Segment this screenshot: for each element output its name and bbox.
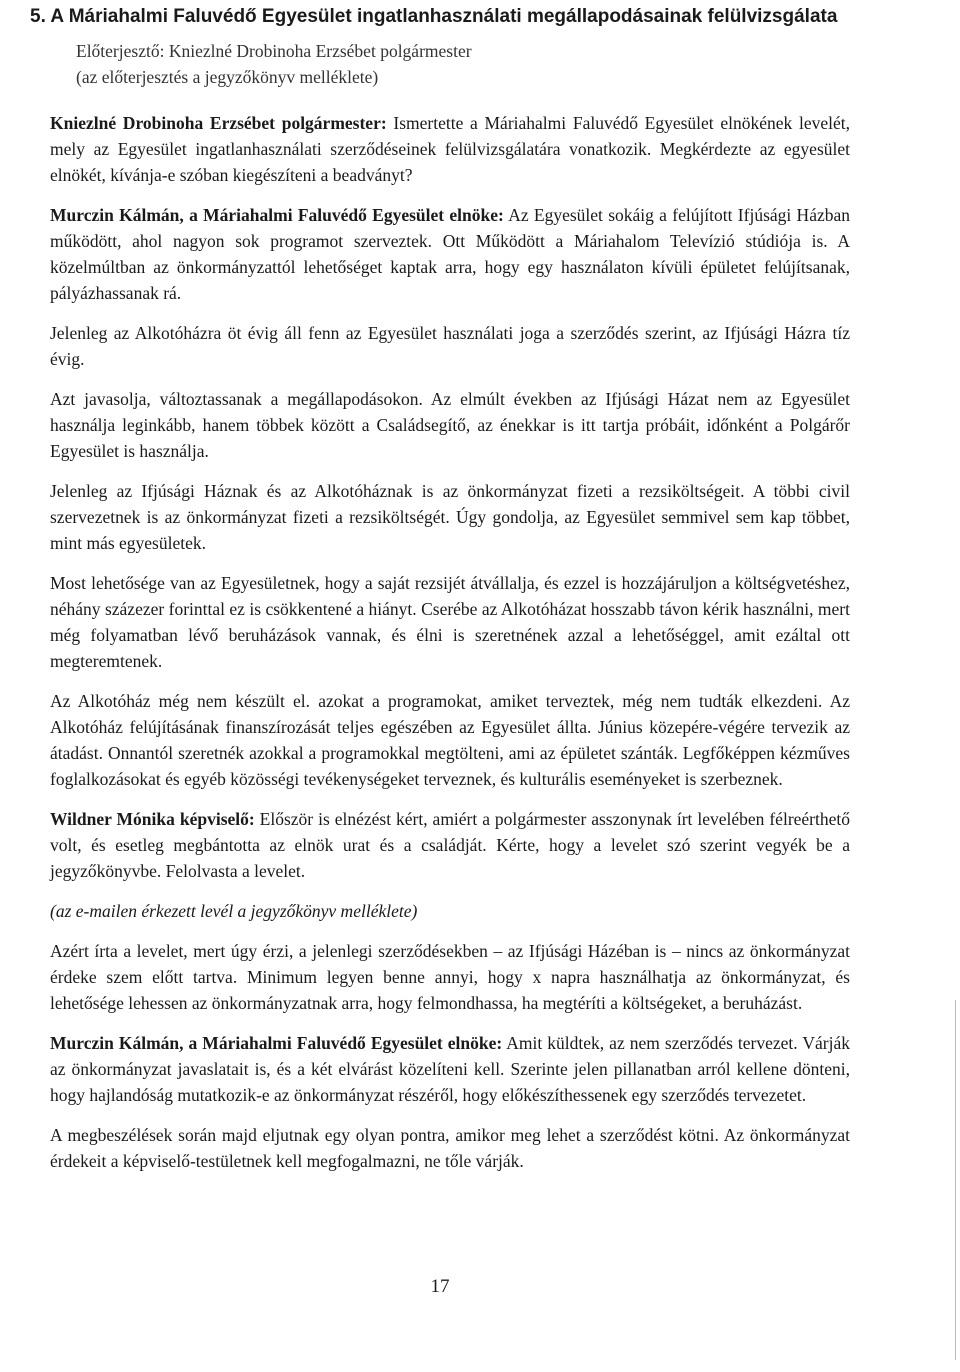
- speaker-name: Murczin Kálmán, a Máriahalmi Faluvédő Egyesület elnöke:: [50, 205, 504, 225]
- paragraph: [50, 570, 850, 674]
- paragraph: [50, 386, 850, 464]
- speaker-name: Murczin Kálmán, a Máriahalmi Faluvédő Egyesület elnöke:: [50, 1033, 503, 1053]
- paragraph: [50, 1030, 850, 1108]
- presenter-line: Előterjesztő: Kniezlné Drobinoha Erzsébet polgármester: [76, 41, 472, 61]
- paragraph-text: Most lehetősége van az Egyesületnek, hogy a saját rezsijét átvállalja, és ezzel is hozzájáruljon a költségvetéshez, néhány százezer forinttal ez is csökkentené a hiányt. Cserébe az Alkotóházat hosszabb távon kérik használni, mert még folyamatban lévő beruházások vannak, és élni is szeretnének azzal a lehetőséggel, amit ezáltal ott megteremtenek.: [50, 573, 850, 671]
- paragraph: [50, 688, 850, 792]
- paragraph: [50, 202, 850, 306]
- section-title: 5. A Máriahalmi Faluvédő Egyesület ingatlanhasználati megállapodásainak felülvizsgálata: [30, 6, 838, 27]
- paragraph-text: Az Alkotóház még nem készült el. azokat a programokat, amiket terveztek, még nem tudták elkezdeni. Az Alkotóház felújításának finanszírozását teljes egészében az Egyesület állta. Június közepére-végére tervezik az átadást. Onnantól szeretnék azokkal a programokkal megtölteni, ami az épületet szánták. Legfőképpen kézműves foglalkozásokat és egyéb közösségi tevékenységeket terveznek, és kulturális eseményeket is szerbeznek.: [50, 691, 850, 789]
- paragraph-text: Ismertette a Máriahalmi Faluvédő Egyesület elnökének levelét, mely az Egyesület ingatlanhasználati szerződéseinek felülvizsgálatára vonatkozik. Megkérdezte az egyesület elnökét, kívánja-e szóban kiegészíteni a beadványt?: [50, 113, 850, 185]
- paragraph-text: Jelenleg az Ifjúsági Háznak és az Alkotóháznak is az önkormányzat fizeti a rezsiköltségeit. A többi civil szervezetnek is az önkormányzat fizeti a rezsiköltségét. Úgy gondolja, az Egyesület semmivel sem kap többet, mint más egyesületek.: [50, 481, 850, 553]
- speaker-name: Kniezlné Drobinoha Erzsébet polgármester:: [50, 113, 387, 133]
- paragraph-text: (az e-mailen érkezett levél a jegyzőkönyv melléklete): [50, 901, 418, 921]
- paragraph-text: Amit küldtek, az nem szerződés tervezet. Várják az önkormányzat javaslatait is, és a két elvárást közelíteni kell. Szerinte jelen pillanatban arról kellene dönteni, hogy hajlandóság mutatkozik-e az önkormányzat részéről, hogy előkészíthessenek egy szerződés tervezetet.: [50, 1033, 850, 1105]
- paragraph-text: Jelenleg az Alkotóházra öt évig áll fenn az Egyesület használati joga a szerződés szerint, az Ifjúsági Házra tíz évig.: [50, 323, 850, 369]
- paragraph: [50, 806, 850, 884]
- paragraph-text: A megbeszélések során majd eljutnak egy olyan pontra, amikor meg lehet a szerződést kötni. Az önkormányzat érdekeit a képviselő-testületnek kell megfogalmazni, ne tőle várják.: [50, 1125, 850, 1171]
- paragraph: [50, 110, 850, 188]
- paragraph: [50, 1122, 850, 1174]
- paragraph: [50, 320, 850, 372]
- paragraph: [50, 938, 850, 1016]
- attachment-note: (az előterjesztés a jegyzőkönyv melléklete): [76, 67, 379, 87]
- document-page: [30, 4, 850, 1188]
- speaker-name: Wildner Mónika képviselő:: [50, 809, 255, 829]
- paragraph: [50, 478, 850, 556]
- paragraph-text: Az Egyesület sokáig a felújított Ifjúsági Házban működött, ahol nagyon sok programot szerveztek. Ott Működött a Máriahalom Televízió stúdiója is. A közelmúltban az önkormányzattól lehetőséget kaptak arra, hogy egy használaton kívüli épületet felújítsanak, pályázhassanak rá.: [50, 205, 850, 303]
- attachment-note-italic: [50, 898, 850, 924]
- page-number: 17: [430, 1276, 450, 1297]
- document-body: [50, 110, 850, 1174]
- scan-edge-mark: [955, 1000, 956, 1360]
- paragraph-text: Azért írta a levelet, mert úgy érzi, a jelenlegi szerződésekben – az Ifjúsági Házéban is – nincs az önkormányzat érdeke szem előtt tartva. Minimum legyen benne annyi, hogy x napra használhatja az önkormányzat, és lehetősége lehessen az önkormányzatnak arra, hogy felmondhassa, ha megtéríti a költségeket, a beruházást.: [50, 941, 850, 1013]
- paragraph-text: Először is elnézést kért, amiért a polgármester asszonynak írt levelében félreérthető volt, és esetleg megbántotta az elnök urat és a családját. Kérte, hogy a levelet szó szerint vegyék be a jegyzőkönyvbe. Felolvasta a levelet.: [50, 809, 850, 881]
- paragraph-text: Azt javasolja, változtassanak a megállapodásokon. Az elmúlt években az Ifjúsági Házat nem az Egyesület használja leginkább, hanem többek között a Családsegítő, az énekkar is itt tartja próbáit, időnként a Polgárőr Egyesület is használja.: [50, 389, 850, 461]
